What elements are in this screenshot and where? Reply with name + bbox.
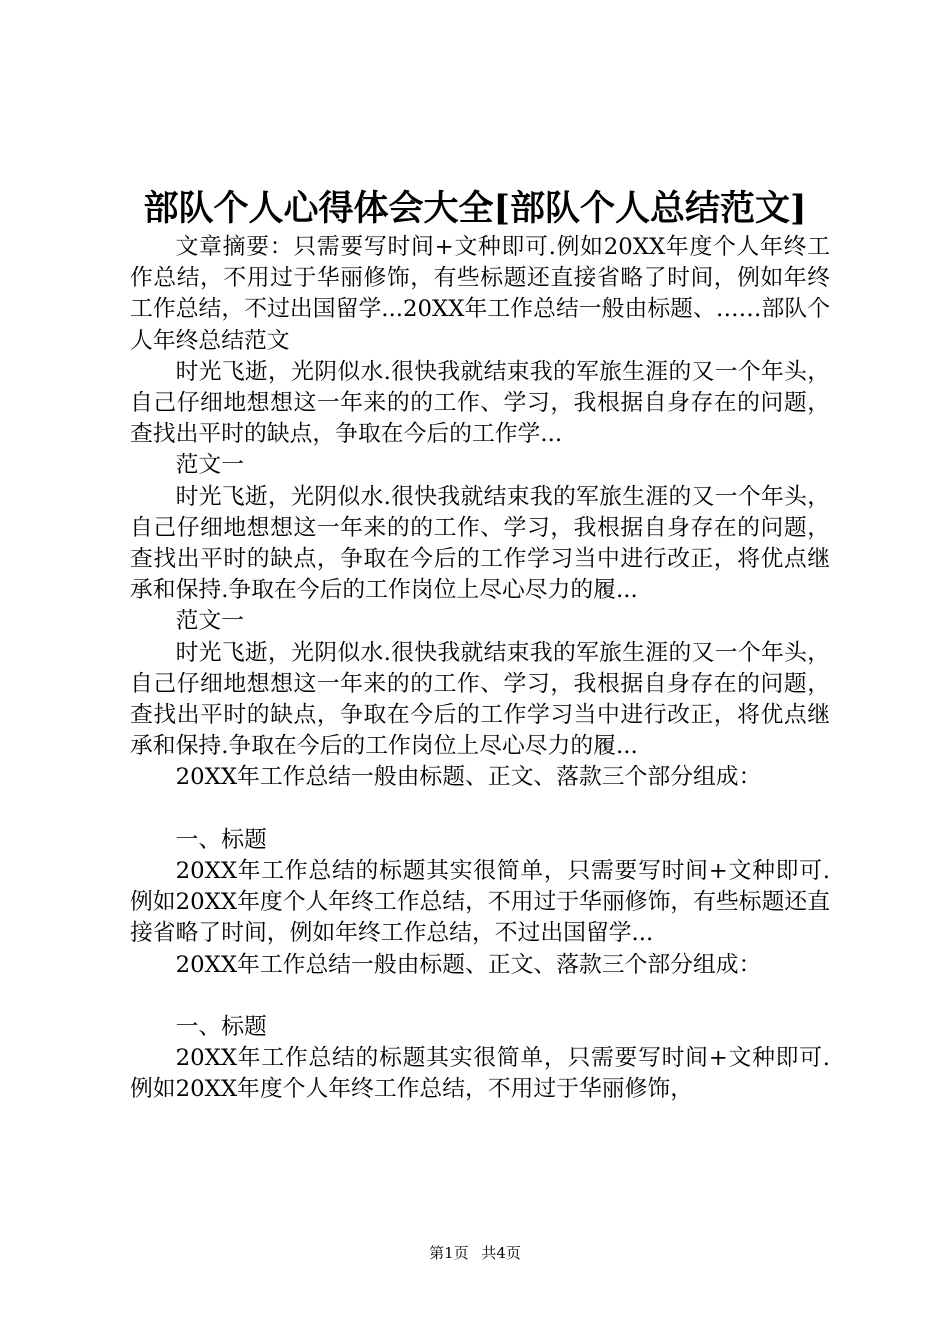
blank-line [130,794,830,825]
page-number: 第1页 [429,1244,469,1262]
paragraph: 20XX年工作总结一般由标题、正文、落款三个部分组成： [175,951,762,978]
paragraph: 20XX年工作总结一般由标题、正文、落款三个部分组成： [175,764,762,791]
paragraph: 20XX年工作总结的标题其实很简单，只需要写时间+文种即可.例如20XX年度个人年终工作总结，不用过于华丽修饰，有些标题还直接省略了时间，例如年终工作总结，不过出国留学... [130,858,830,947]
page-title: 部队个人心得体会大全[部队个人总结范文] [143,188,807,229]
paragraph: 20XX年工作总结的标题其实很简单，只需要写时间+文种即可.例如20XX年度个人年终工作总结，不用过于华丽修饰， [130,1045,830,1103]
section-heading: 一、标题 [175,826,267,853]
section-heading: 范文一 [175,452,244,479]
paragraph: 时光飞逝，光阴似水.很快我就结束我的军旅生涯的又一个年头，自己仔细地想想这一年来的的工作、学习，我根据自身存在的问题，查找出平时的缺点，争取在今后的工作学... [130,358,830,448]
paragraph: 时光飞逝，光阴似水.很快我就结束我的军旅生涯的又一个年头，自己仔细地想想这一年来的的工作、学习，我根据自身存在的问题，查找出平时的缺点，争取在今后的工作学习当中进行改正，将优点继承和保持.争取在今后的工作岗位上尽心尽力的履... [130,483,830,604]
paragraph-abstract: 文章摘要：只需要写时间+文种即可.例如20XX年度个人年终工作总结，不用过于华丽修饰，有些标题还直接省略了时间，例如年终工作总结，不过出国留学...20XX年工作总结一般由标题、……部队个人年终总结范文 [130,234,830,354]
section-heading: 范文一 [175,608,244,635]
document-body [130,232,830,1106]
section-heading: 一、标题 [175,1014,267,1041]
paragraph: 时光飞逝，光阴似水.很快我就结束我的军旅生涯的又一个年头，自己仔细地想想这一年来的的工作、学习，我根据自身存在的问题，查找出平时的缺点，争取在今后的工作学习当中进行改正，将优点继承和保持.争取在今后的工作岗位上尽心尽力的履... [130,639,830,760]
blank-line [130,981,830,1012]
page-footer [0,1242,950,1264]
page-total: 共4页 [481,1244,521,1262]
